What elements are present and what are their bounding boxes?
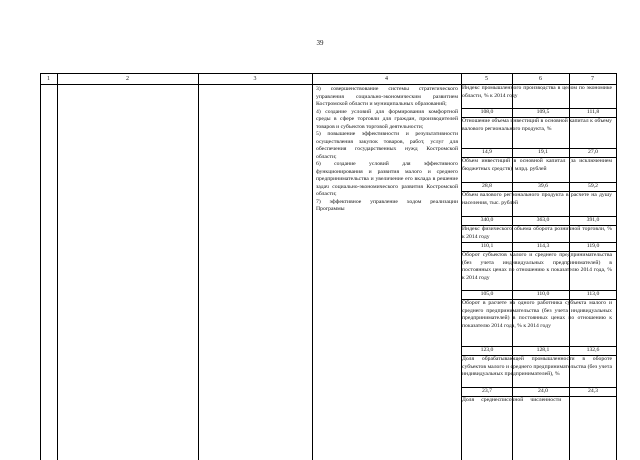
indicator-value: 28,8 [482,183,492,189]
indicator-title: Доля среднесписочной численности [462,397,562,403]
indicator-value: 110,1 [480,243,494,249]
table-border-left [40,74,41,460]
indicator-value: 27,0 [588,149,598,155]
indicator-value: 391,0 [586,217,600,223]
table-column-divider [198,74,199,460]
indicator-value: 111,8 [586,109,600,115]
indicator-value: 123,0 [480,347,494,353]
header-cell: 4 [385,76,388,82]
indicator-title: Объем валового регионального продукта в расчете на душу населения, тыс. рублей [462,192,612,206]
indicator-value: 128,1 [536,347,550,353]
header-cell: 3 [253,76,257,82]
indicator-value: 114,3 [536,243,550,249]
indicator-value: 113,0 [586,291,600,297]
indicator-value: 363,0 [536,217,550,223]
indicator-value: 108,0 [480,109,494,115]
page-number: 39 [316,39,324,47]
table-column-divider [312,74,313,460]
indicator-value: 109,5 [536,109,550,115]
header-cell: 1 [47,76,50,82]
indicator-value: 59,2 [588,183,598,189]
indicator-value: 105,0 [480,291,494,297]
table-border-right [616,74,617,460]
indicator-title: Оборот в расчете на одного работника субъекта малого и среднего предпринимательства (без учета индивидуальных предпринимателей) в постоянных ценах по отношению к показателю 2014 года, % к 2014 году [462,300,612,329]
indicator-value: 24,0 [538,388,548,394]
indicator-value: 119,0 [586,243,600,249]
header-cell: 2 [126,76,129,82]
indicator-title: Доля обрабатывающей промышленности в обороте субъектов малого и среднего предпринимательства (без учета индивидуальных предпринимателей), % [462,356,612,377]
indicator-value: 19,1 [538,149,548,155]
header-cell: 5 [485,76,488,82]
indicator-value: 24,3 [588,388,598,394]
indicator-value: 23,7 [482,388,492,394]
table-column-divider [57,74,58,460]
indicator-value: 132,6 [586,347,600,353]
header-cell: 6 [539,76,542,82]
indicator-title: Индекс промышленного производства в целом по экономике области, % к 2014 году [462,85,612,99]
indicator-value: 14,9 [482,149,492,155]
header-cell: 7 [591,76,594,82]
indicator-title: Отношение объема инвестиций в основной капитал к объему валового регионального продукта, % [462,118,612,132]
program-tasks-text: 3) совершенствование системы стратегического управления социально-экономическим развитием Костромской области и муниципальных образований; 4) создание условий для формирования комфортной среды в сфере торговли для граждан, производителей товаров и субъектов торговой деятельности; 5) повышение эффективности и результативности осуществления закупок товаров, работ, услуг для обеспечения государственных нужд Костромской области; 6) создание условий для эффективного функционирования и развития малого и среднего предпринимательства и увеличение его вклада в решение задач социально-экономического развития Костромской области; 7) эффективное управление ходом реализации Программы [316,86,458,212]
program-indicators-table [40,73,617,458]
indicator-value: 110,0 [536,291,550,297]
indicator-value: 39,6 [538,183,548,189]
indicator-title: Индекс физического объема оборота розничной торговли, % к 2014 году [462,226,612,240]
indicator-value: 340,0 [480,217,494,223]
indicator-title: Оборот субъектов малого и среднего предпринимательства (без учета индивидуальных предпринимателей) в постоянных ценах по отношению к показателю 2014 года, % к 2014 году [462,252,612,281]
indicator-title: Объем инвестиций в основной капитал (за исключением бюджетных средств), млрд. рублей [462,158,612,172]
